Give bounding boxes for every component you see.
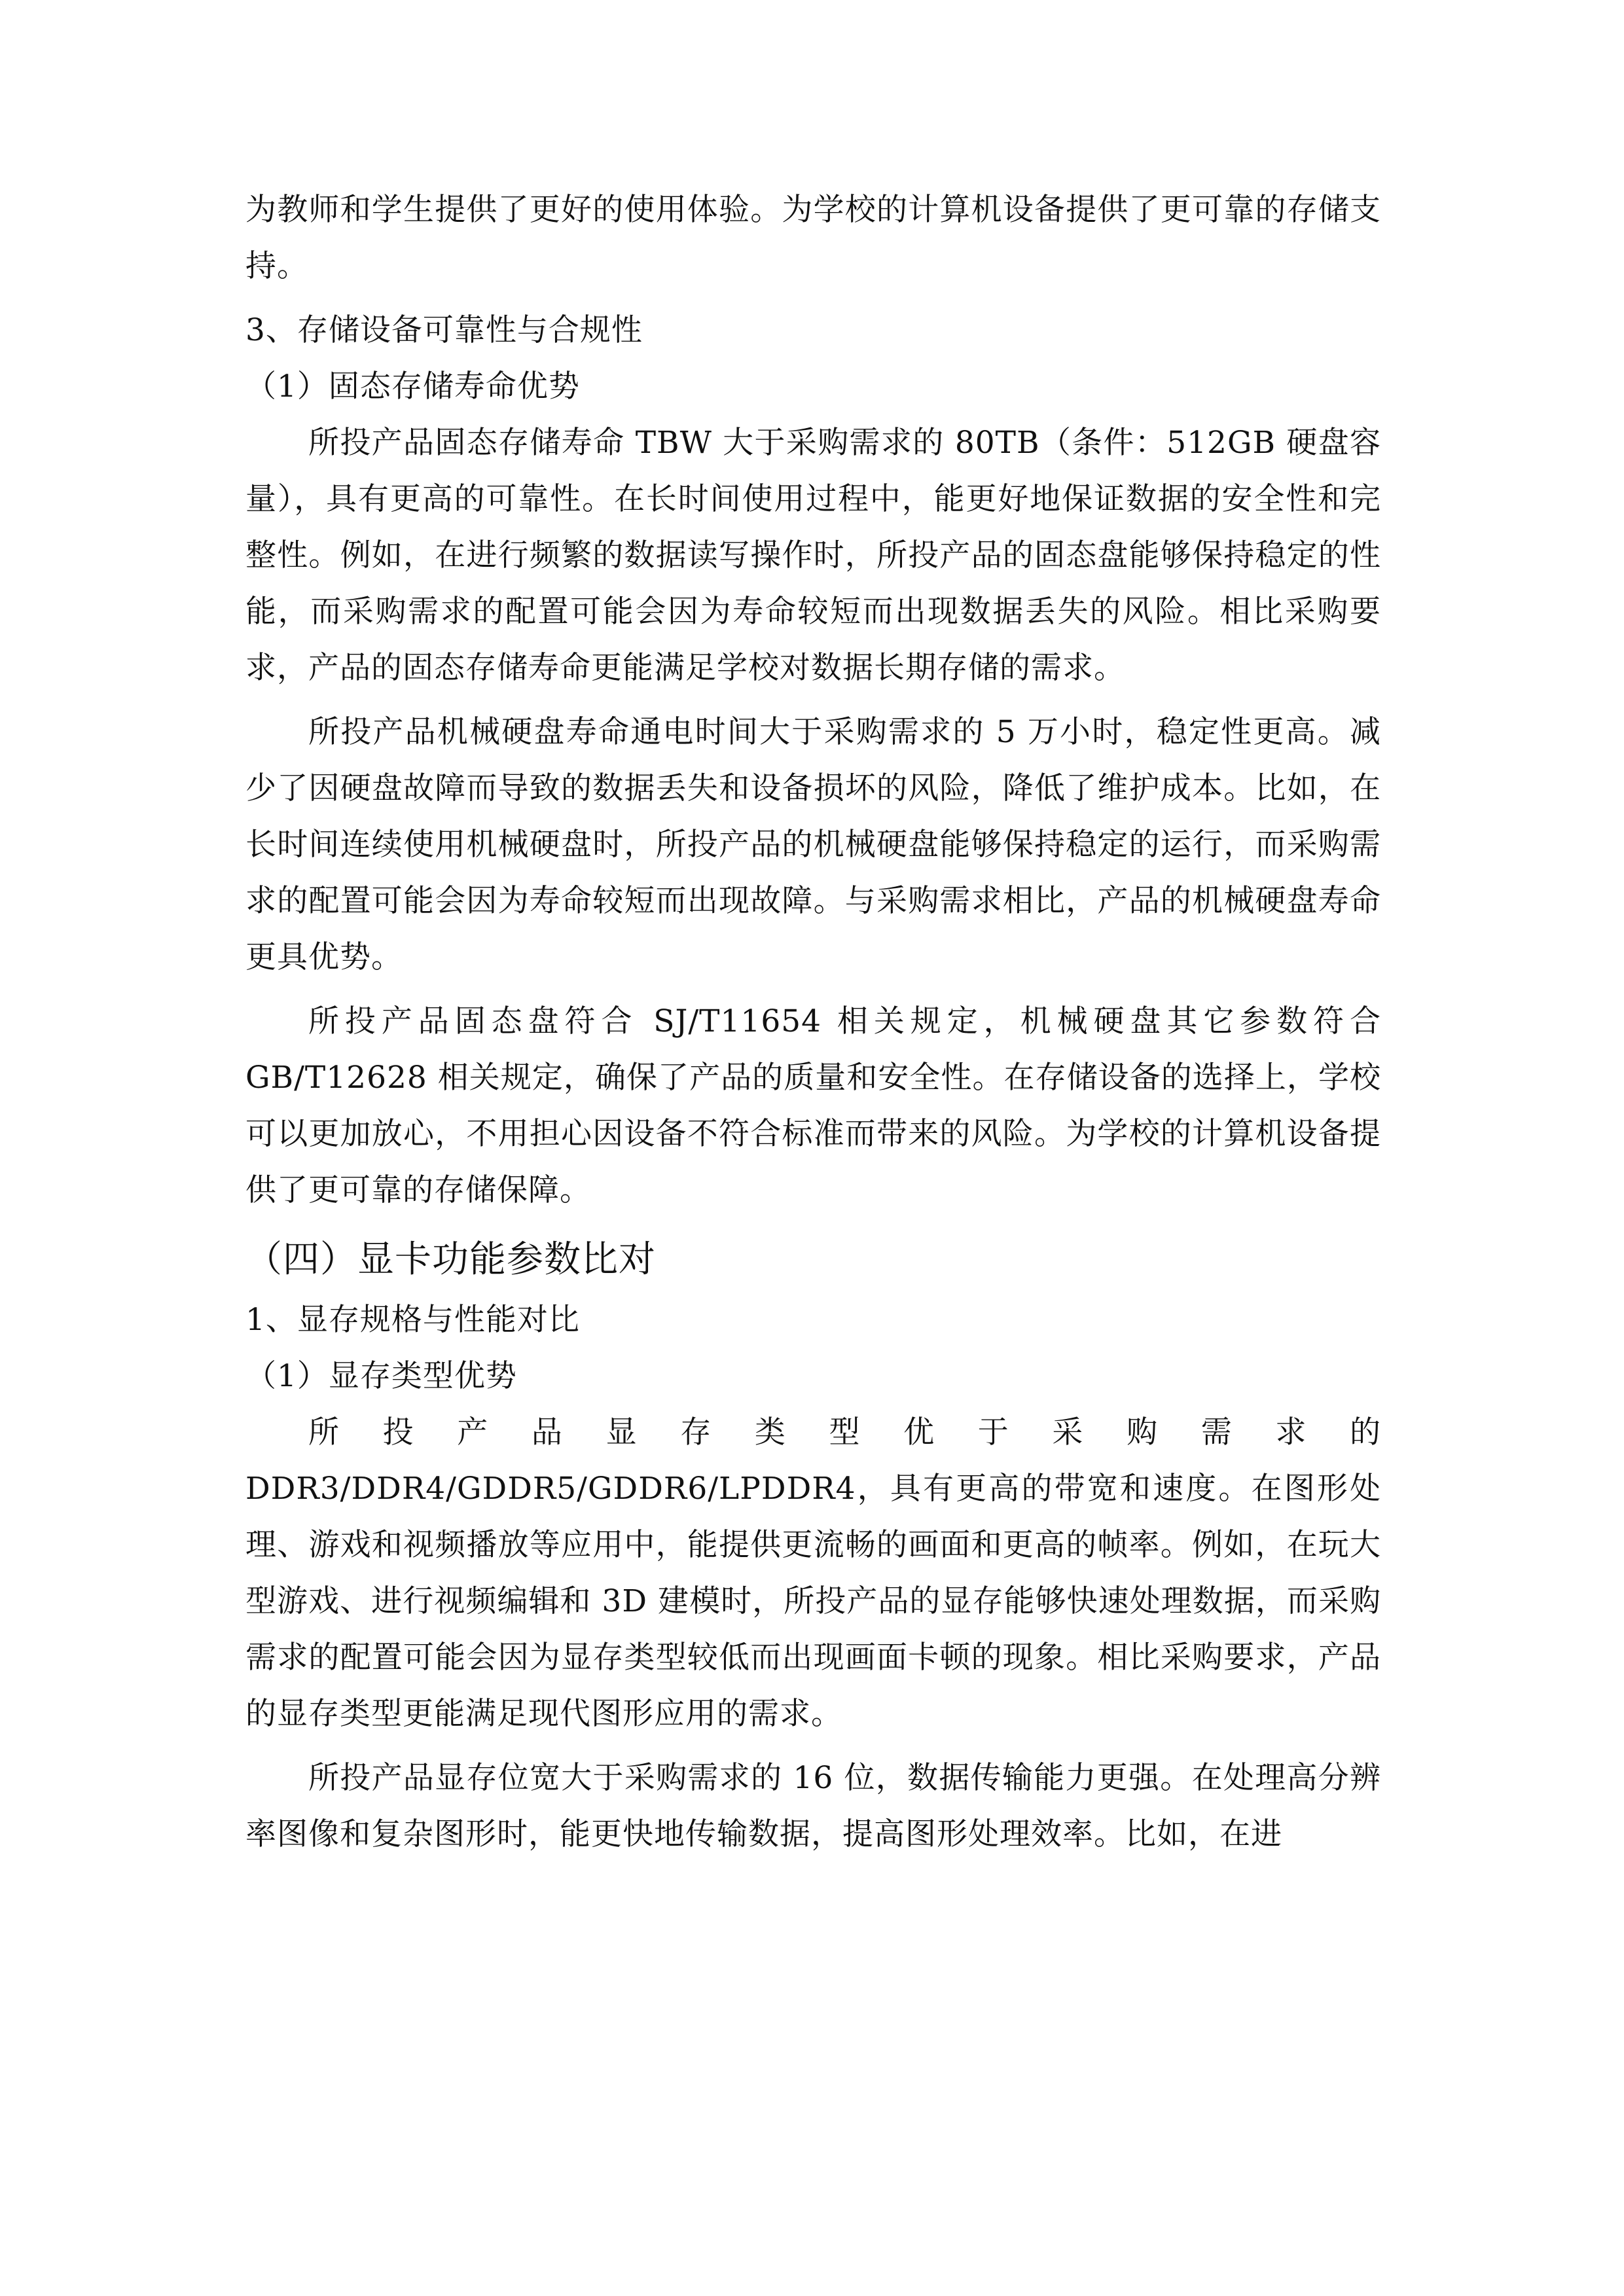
heading-vram-spec: 1、显存规格与性能对比 [245, 1302, 580, 1338]
paragraph-storage-support: 为教师和学生提供了更好的使用体验。为学校的计算机设备提供了更可靠的存储支持。 [245, 192, 1381, 284]
paragraph-standards-compliance: 所投产品固态盘符合 SJ/T11654 相关规定，机械硬盘其它参数符合 GB/T12628 相关规定，确保了产品的质量和安全性。在存储设备的选择上，学校可以更加放心，不用担心因设备不符合标准而带来的风险。为学校的计算机设备提供了更可靠的存储保障。 [245, 1003, 1381, 1208]
heading-gpu-comparison: （四）显卡功能参数比对 [245, 1238, 656, 1281]
paragraph-vram-type: 所投产品显存类型优于采购需求的 DDR3/DDR4/GDDR5/GDDR6/LPDDR4，具有更高的带宽和速度。在图形处理、游戏和视频播放等应用中，能提供更流畅的画面和更高的帧率。例如，在玩大型游戏、进行视频编辑和 3D 建模时，所投产品的显存能够快速处理数据，而采购需求的配置可能会因为显存类型较低而出现画面卡顿的现象。相比采购要求，产品的显存类型更能满足现代图形应用的需求。 [245, 1414, 1381, 1732]
paragraph-vram-width: 所投产品显存位宽大于采购需求的 16 位，数据传输能力更强。在处理高分辨率图像和复杂图形时，能更快地传输数据，提高图形处理效率。比如，在进 [245, 1760, 1381, 1852]
paragraph-ssd-tbw: 所投产品固态存储寿命 TBW 大于采购需求的 80TB（条件：512GB 硬盘容量），具有更高的可靠性。在长时间使用过程中，能更好地保证数据的安全性和完整性。例如，在进行频繁的数据读写操作时，所投产品的固态盘能够保持稳定的性能，而采购需求的配置可能会因为寿命较短而出现数据丢失的风险。相比采购要求，产品的固态存储寿命更能满足学校对数据长期存储的需求。 [245, 425, 1381, 686]
paragraph-hdd-lifespan: 所投产品机械硬盘寿命通电时间大于采购需求的 5 万小时，稳定性更高。减少了因硬盘故障而导致的数据丢失和设备损坏的风险，降低了维护成本。比如，在长时间连续使用机械硬盘时，所投产品的机械硬盘能够保持稳定的运行，而采购需求的配置可能会因为寿命较短而出现故障。与采购需求相比，产品的机械硬盘寿命更具优势。 [245, 714, 1381, 975]
heading-ssd-lifespan: （1）固态存储寿命优势 [245, 368, 580, 404]
heading-storage-reliability: 3、存储设备可靠性与合规性 [245, 312, 643, 348]
document-page [245, 182, 1381, 1863]
heading-vram-type: （1）显存类型优势 [245, 1358, 517, 1394]
